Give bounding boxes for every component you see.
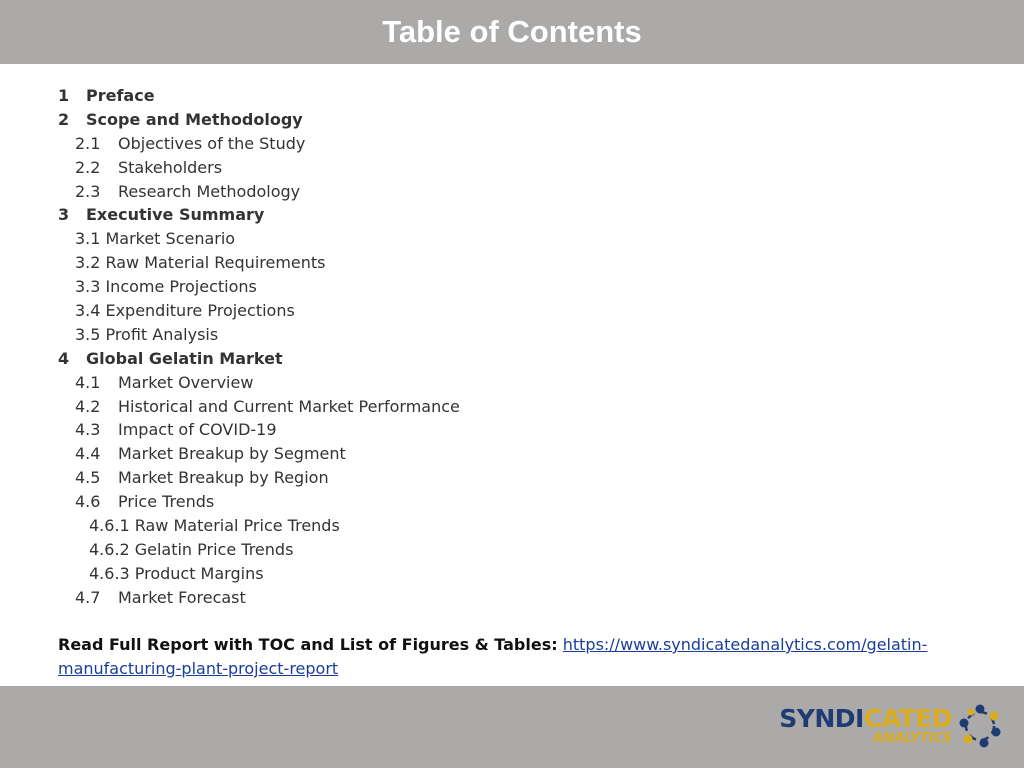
page-title: Table of Contents (382, 14, 642, 49)
title-bar (0, 0, 1024, 64)
toc-item (58, 490, 998, 514)
toc-item-label: Executive Summary (86, 205, 265, 225)
toc-item-number: 3.5 (75, 324, 101, 344)
report-link[interactable]: https://www.syndicatedanalytics.com/gelatin-manufacturing-plant-project-report (58, 635, 928, 678)
table-of-contents (58, 84, 998, 610)
toc-item-number: 3 (58, 205, 70, 225)
toc-item-number: 4.7 (75, 587, 101, 607)
toc-item-label: Preface (86, 86, 155, 105)
toc-item (58, 538, 998, 562)
toc-item-label: Market Scenario (105, 229, 236, 249)
toc-item-label: Historical and Current Market Performance (118, 396, 460, 416)
toc-item-label: Product Margins (134, 563, 264, 583)
toc-item (58, 323, 998, 347)
toc-item-number: 4.6 (75, 492, 101, 512)
toc-item-number: 4.1 (75, 372, 101, 392)
toc-item-label: Market Breakup by Segment (118, 444, 346, 464)
toc-item-label: Impact of COVID-19 (118, 420, 277, 440)
network-dots-icon (958, 704, 1002, 748)
toc-item-label: Research Methodology (118, 181, 301, 201)
toc-item (58, 275, 998, 299)
logo-part1: SYNDI (779, 704, 864, 733)
toc-item-number: 4.5 (75, 468, 101, 488)
toc-item (58, 371, 998, 395)
toc-item-number: 3.1 (75, 229, 101, 249)
toc-item (58, 299, 998, 323)
logo-wordmark (779, 706, 952, 732)
toc-item-label: Stakeholders (118, 157, 223, 177)
toc-item-number: 4 (58, 348, 70, 368)
toc-item-label: Market Overview (118, 372, 254, 392)
toc-item-label: Objectives of the Study (118, 133, 306, 153)
toc-item (58, 347, 998, 371)
toc-item-number: 1 (58, 86, 70, 105)
toc-item (58, 84, 998, 108)
toc-item-number: 3.3 (75, 277, 101, 297)
toc-item (58, 132, 998, 156)
toc-item (58, 395, 998, 419)
toc-item-number: 4.3 (75, 420, 101, 440)
toc-item (58, 586, 998, 610)
toc-item-number: 4.6.2 (89, 539, 130, 559)
toc-item-number: 4.2 (75, 396, 101, 416)
logo-text (779, 706, 952, 746)
toc-item (58, 227, 998, 251)
toc-item-label: Global Gelatin Market (86, 348, 283, 368)
toc-item-label: Raw Material Requirements (105, 253, 326, 273)
toc-item (58, 156, 998, 180)
logo-subtitle: ANALYTICS (873, 731, 952, 746)
report-note (58, 633, 958, 681)
toc-item-label: Scope and Methodology (86, 109, 303, 129)
toc-item (58, 562, 998, 586)
report-note-label: Read Full Report with TOC and List of Figures & Tables: (58, 635, 558, 654)
toc-item-label: Price Trends (118, 492, 215, 512)
toc-item-number: 2.1 (75, 133, 101, 153)
toc-item-label: Expenditure Projections (105, 301, 295, 321)
toc-item-number: 4.6.3 (89, 563, 130, 583)
toc-item-label: Raw Material Price Trends (134, 516, 340, 536)
toc-item (58, 203, 998, 227)
toc-item (58, 418, 998, 442)
toc-item (58, 514, 998, 538)
toc-item (58, 442, 998, 466)
toc-item-number: 2.3 (75, 181, 101, 201)
toc-item-number: 4.4 (75, 444, 101, 464)
toc-item (58, 180, 998, 204)
toc-item-label: Gelatin Price Trends (134, 539, 294, 559)
toc-item-number: 3.4 (75, 301, 101, 321)
logo-part2: CATED (863, 704, 952, 733)
toc-item (58, 466, 998, 490)
toc-item-label: Profit Analysis (105, 324, 219, 344)
toc-item-number: 4.6.1 (89, 516, 130, 536)
toc-item-number: 3.2 (75, 253, 101, 273)
toc-item-label: Market Breakup by Region (118, 468, 329, 488)
footer-bar (0, 686, 1024, 768)
toc-item-number: 2 (58, 109, 70, 129)
syndicated-analytics-logo (779, 700, 1002, 752)
toc-item (58, 108, 998, 132)
toc-item-label: Income Projections (105, 277, 257, 297)
toc-item (58, 251, 998, 275)
toc-item-label: Market Forecast (118, 587, 246, 607)
toc-item-number: 2.2 (75, 157, 101, 177)
